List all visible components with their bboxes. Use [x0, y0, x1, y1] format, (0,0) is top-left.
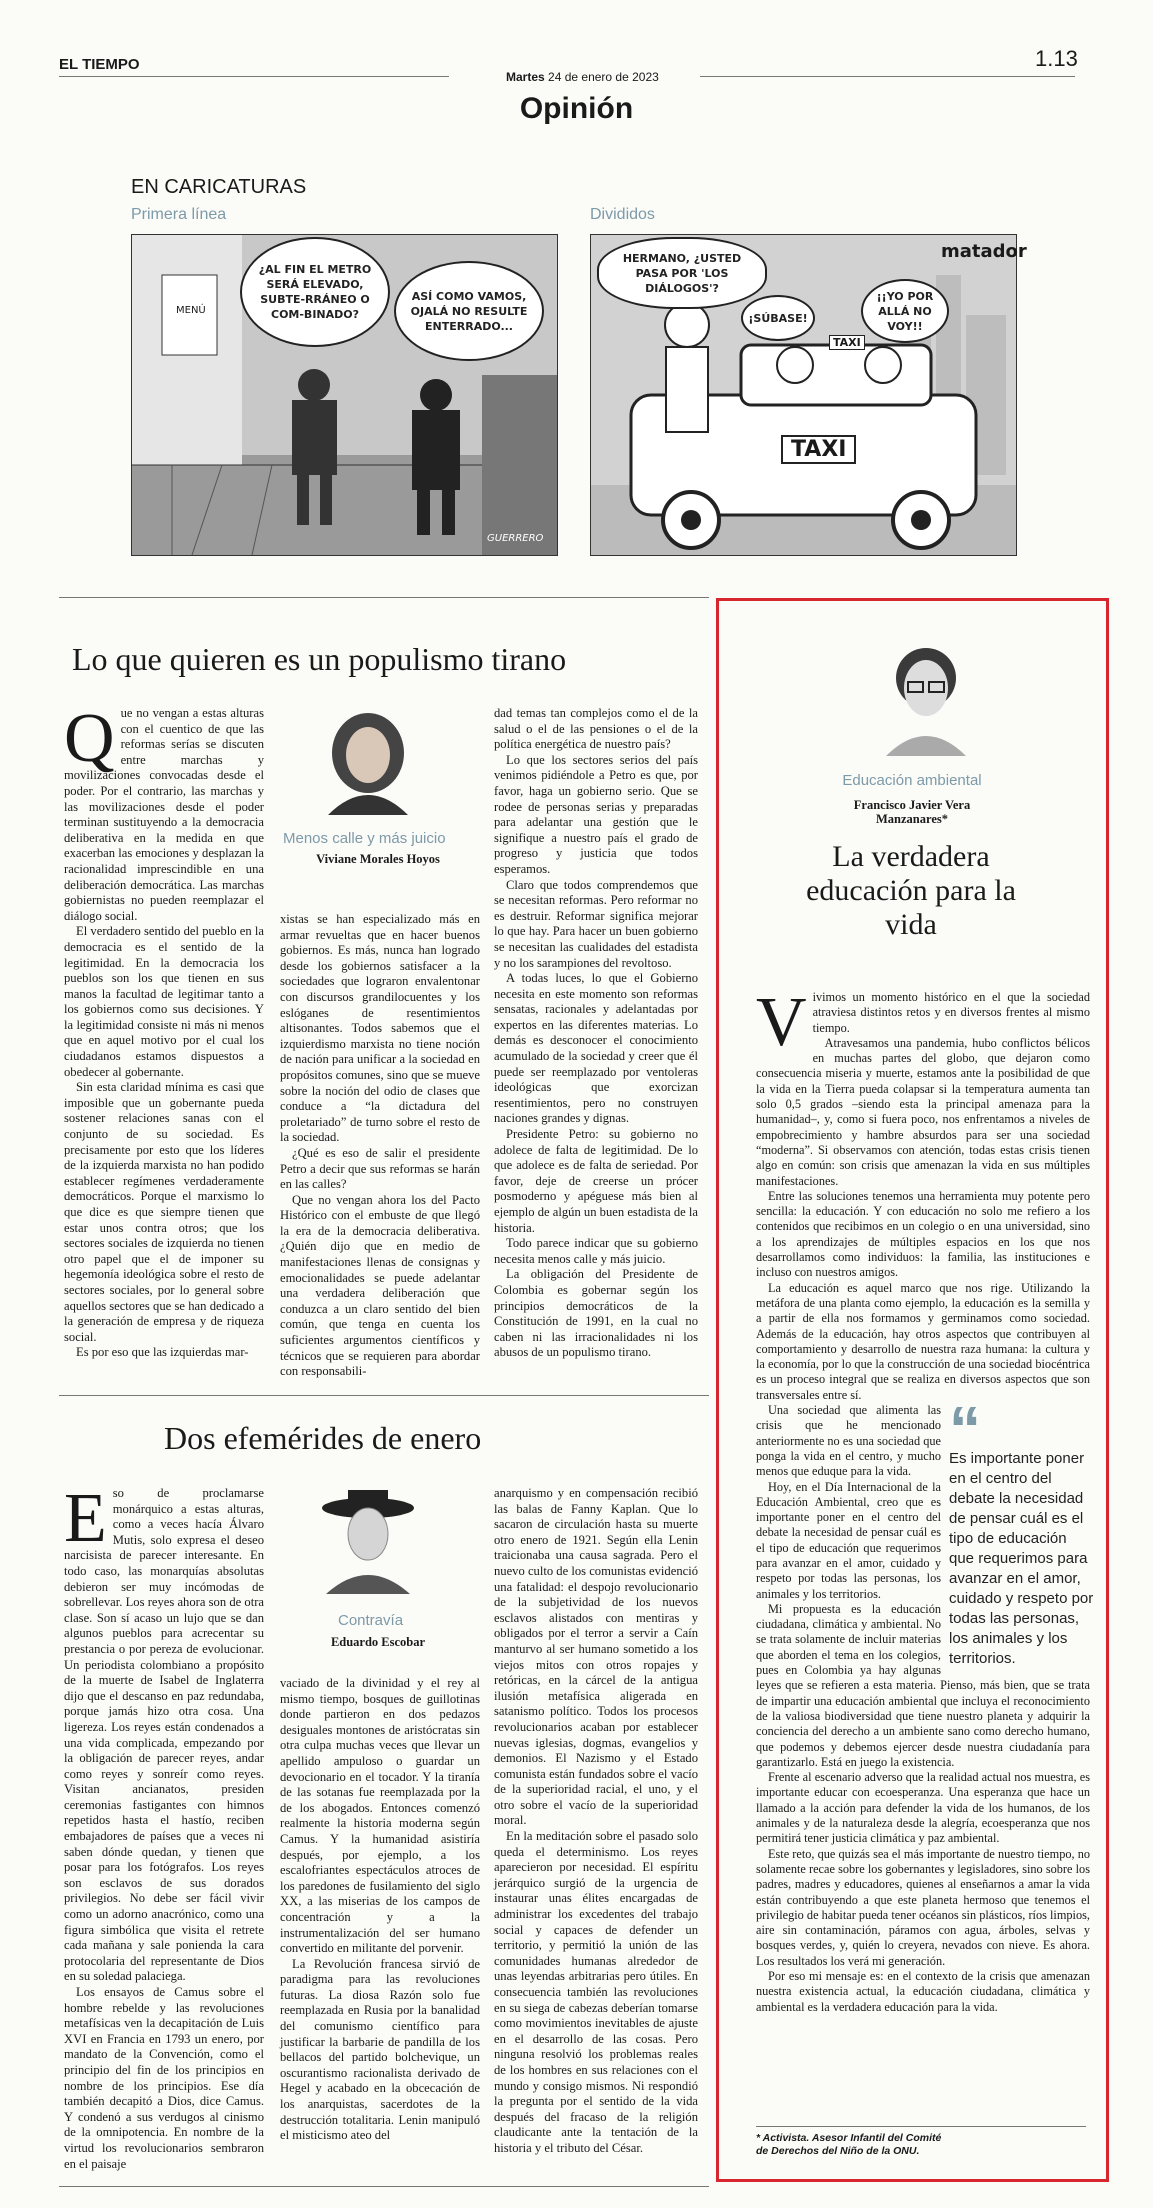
cartoon-left-bubble-1: ¿AL FIN EL METRO SERÁ ELEVADO, SUBTE-RRÁNEO O COM-BINADO? [240, 237, 390, 347]
page-bottom-rule [59, 2186, 709, 2187]
article2-col3 [494, 1486, 698, 2157]
article1-col3-p6: Todo parece indicar que su gobierno necesita menos calle y más juicio. [494, 1236, 698, 1266]
cartoon-left-signature: GUERRERO [487, 533, 544, 544]
article2-headline: Dos efemérides de enero [164, 1420, 482, 1456]
article1-col3-p7: La obligación del Presidente de Colombia es gobernar según los principios democráticos de la Constitución de 1991, en la cual no caben ni las irracionalidades ni los abusos de un populismo tirano. [494, 1267, 698, 1360]
article1-portrait [318, 705, 418, 815]
article2-dropcap: E [64, 1480, 107, 1557]
header-date-day: Martes [506, 70, 545, 84]
article3-dropcap: V [756, 984, 807, 1061]
article3-p2: Atravesamos una pandemia, hubo conflictos bélicos en muchas partes del globo, que dejaron como consecuencia miseria y muerte, estamos ante la posibilidad de que la vida en la Tierra pueda colapsar si la temperatura aumenta tan solo 0,5 grados –siendo esta la principal amenaza para la humanidad–, y, como si fuera poco, nos enfrentamos a niveles de empobrecimiento y hambre absurdos para ser una sociedad “moderna”. Si observamos con atención, todas estas crisis tienen algo en común: son crisis que amenazan la vida en sus múltiples manifestaciones. [756, 1035, 1090, 1188]
article2-col2-p1: vaciado de la divinidad y el rey al mismo tiempo, bosques de guillotinas donde partieron en dos pedazos desiguales montones de aristócratas sin otra culpa muchas veces que llevar un apellido ampuloso o guardar un devocionario en el tocador. Y la tiranía de las sotanas fue reemplazada por la de los abogados. Entonces comenzó realmente la historia moderna según Camus. Y la humanidad asistiría después, por ejemplo, a los escalofriantes espectáculos atroces de los paredones de fusilamiento del siglo XX, a las miserias de los campos de concentración y a la instrumentalización del ser humano convertido en militante del porvenir. [280, 1676, 480, 1956]
cartoon-right-bubble-3: ¡¡YO POR ALLÁ NO VOY!! [861, 279, 949, 343]
article3-footnote-rule [756, 2126, 1086, 2127]
article1-col2 [280, 912, 480, 1380]
article1-column-name: Menos calle y más juicio [283, 830, 446, 847]
article3-quote-mark: “ [949, 1393, 981, 1466]
article1-col1-p4: Es por eso que las izquierdas mar- [76, 1345, 249, 1360]
article1-col2-p2: ¿Qué es eso de salir el presidente Petro a decir que sus reformas se harán en las calles? [280, 1145, 480, 1192]
page-number: 1.13 [1035, 46, 1078, 71]
article1-col3-p1: dad temas tan complejos como el de la salud o el de las pensiones o el de la política energética de nuestro país? [494, 706, 698, 752]
article2-col3-p2: En la meditación sobre el pasado solo queda el determinismo. Los reyes aparecieron por necesidad. El espíritu jerárquico surgió de la urgencia de instaurar unas élites encargadas de administrar los excedentes del trabajo social y capaces de defender un territorio, y permitió la unión de las comunidades humanas alrededor de unas leyendas arbitrarias pero útiles. En consecuencia también las revoluciones en su siega de cabezas deberían tomarse como movimientos inevitables de ajuste en el desarrollo de las cosas. Pero ninguna resolvió los problemas reales de los hombres en sus relaciones con el mundo y consigo mismos. Ni respondió la pregunta por el sentido de la vida después del fracaso de la religión claudicante ante la tentación de la historia y el tributo del César. [494, 1829, 698, 2155]
article1-bottom-rule [59, 1395, 709, 1396]
article3-p6: Hoy, en el Día Internacional de la Educación Ambiental, creo que es importante poner en el centro del debate la necesidad de pensar cuál es el tipo de educación que requerimos para avanzar en el amor, cuidado y respeto por todas las personas, los animales y los territorios. [756, 1479, 941, 1601]
article2-col2-p2: La Revolución francesa sirvió de paradigma para las revoluciones futuras. La diosa Razón solo fue reemplazada en Rusia por la banalidad del comunismo científico para justificar la barbarie de pandilla de los bellacos del partido bolchevique, un oscurantismo racionalista derivado de Hegel y acabado en la obcecación de los anarquistas, sacerdotes de la destrucción totalitaria. Lenin manipuló el misticismo ateo del [280, 1956, 480, 2143]
article3-author: Francisco Javier Vera Manzanares* [853, 798, 971, 826]
article3-pullquote [949, 1393, 1094, 1669]
cartoons-bottom-rule [59, 597, 709, 598]
article1-col3-p3: Claro que todos comprendemos que se necesitan reformas. Pero reformar no es destruir. Reformar significa mejorar lo que hay. Para hacer un buen gobierno se necesitan las cualidades del estadista y no los sarampiones del revoltoso. [494, 877, 698, 970]
article3-p7: Mi propuesta es la educación ciudadana, climática y ambiental. No se trata solamente de incluir materias que aborden el tema en los colegios, pues en Colombia ya hay algunas leyes que se refieren a esta materia. Pienso, más bien, que se trata de impartir una educación ambiental que incluya el reconocimiento de la valiosa biodiversidad que tiene nuestro planeta y adquirir la conciencia del derecho a un ambiente sano como derecho humano, que podemos y debemos ejercer desde nuestra ciudadanía para garantizarlo. Está en juego la existencia. [756, 1601, 1090, 1769]
article2-col1-p2: Los ensayos de Camus sobre el hombre rebelde y las revoluciones metafísicas ven la decapitación de Luis XVI en Francia en 1793 un enero, por mandato de la Convención, como el principio del fin de los principios en nombre de los principios. Ese día también decapitó a Dios, dice Camus. Y condenó a sus verdugos al cinismo de la omnipotencia. En nombre de la virtud los revolucionarios sembraron en el paisaje [64, 1985, 264, 2171]
article2-column-name: Contravía [338, 1612, 404, 1629]
article1-col3-p2: Lo que los sectores serios del país venimos pidiéndole a Petro es que, por favor, haga un gobierno serio. Que se rodee de personas serias y preparadas para adelantar una gestión que le signifique a nuestro país el grado de progreso y justicia que todos esperamos. [494, 752, 698, 876]
article1-col1-p2: El verdadero sentido del pueblo en la democracia es el sentido de la legitimidad. En la democracia los pueblos son los que tienen en sus manos la facultad de legitimar tanto a los gobiernos como sus decisiones. Y la legitimidad consiste ni más ni menos que en aquel motivo por el cual los ciudadanos estamos dispuestos a obedecer al gobernante. [64, 924, 264, 1079]
article3-footnote: * Activista. Asesor Infantil del Comité de Derechos del Niño de la ONU. [756, 2132, 942, 2157]
article3-p4-text: La educación es aquel marco que nos rige. Utilizando la metáfora de una planta como ejemplo, la educación es la semilla y a partir de ella nos formamos y germinamos como sociedad. Además de la educación, hay otros aspectos que contribuyen al comportamiento y desarrollo de nuestra raza humana: la cultura y la economía, por lo que la construcción de una sociedad biocéntrica es un proceso integral que se realiza en diversos aspectos que son transversales entre sí. [756, 1280, 1090, 1402]
cartoon-primera-linea [131, 234, 558, 556]
article3-p8: Frente al escenario adverso que la realidad actual nos muestra, es importante educar con ecoesperanza. Una esperanza que hace un llamado a la acción para defender la vida de los humanos, de los animales y de la naturaleza desde la alegría, ecoesperanza que nos permitirá tener justicia climática y paz ambiental. [756, 1770, 1090, 1846]
article1-author: Viviane Morales Hoyos [316, 852, 440, 866]
section-title: Opinión [519, 92, 634, 125]
cartoon-right-bubble-2: ¡SÚBASE! [741, 295, 815, 341]
cartoon-right-taxi-sign: TAXI [829, 335, 865, 350]
article3-p4 [756, 1281, 1090, 1403]
article1-col3 [494, 706, 698, 1361]
article1-dropcap: Q [64, 700, 115, 777]
cartoon-left-bubble-2: ASÍ COMO VAMOS, OJALÁ NO RESULTE ENTERRADO... [394, 261, 544, 361]
caricaturas-title: EN CARICATURAS [131, 176, 307, 198]
article1-col1 [64, 700, 264, 1361]
article1-col1-p1: ue no vengan a estas alturas con el cuentico de que las reformas serías se discuten entre marchas y movilizaciones convocadas desde el poder. Por el contrario, las marchas y las movilizaciones desde el poder terminan sustituyendo a la democracia deliberativa en la medida en que exacerban las emociones y desplazan la racionalidad imprescindible en una deliberación democrática. Las marchas gobiernistas no pueden reemplazar el diálogo social. [64, 706, 264, 923]
article1-col1-p3: Sin esta claridad mínima es casi que imposible que un gobernante pueda sostener relaciones sanas con el conjunto de su sociedad. Es precisamente por esto que los líderes de la izquierda marxista no han podido establecer regímenes verdaderamente democráticos. Porque el marxismo lo que dice es que siempre tienen que estar unos contra otros; que los sectores sociales de izquierda no tienen otro papel que el de imponer su hegemonía ideológica sobre el resto de sectores sociales, por lo general sobre aquellos sectores que se han dedicado a la generación de empresa y de riqueza social. [64, 1080, 264, 1344]
article3-body [756, 984, 1094, 2015]
article2-col1-p1: so de proclamarse monárquico a estas alturas, como a veces hacía Álvaro Mutis, solo expresa el deseo narcisista de parecer interesante. En todo caso, las monarquías absolutas debieron ser muy incómodas de sobrellevar. Los reyes ahora son de otra clase. Son sí acaso un lujo que se dan algunos pueblos para acrecentar su prestancia o por pereza de evolucionar. Un periodista colombiano a propósito de la muerte de Isabel de Inglaterra dijo que el descanso en paz redundaba, porque jamás hizo otra cosa. Una ligereza. Los reyes están condenados a una vida complicada, empezando por la obligación de parecer reyes, andar como reyes y sonreír como reyes. Visitan ancianatos, presiden ceremonias fastigantes con himnos repetidos hasta el hastío, reciben embajadores de países que a veces ni saben dónde quedan, y tienen que posar para los fotógrafos. Los reyes son esclavos de sus dorados privilegios. No debe ser fácil vivir como un adorno anacrónico, como una figura simbólica que visita el retrete cada mañana y sale ponienda la cara protocolaria del representante de Dios en su soledad palaciega. [64, 1486, 264, 1984]
article1-col3-p5: Presidente Petro: su gobierno no adolece de falta de legitimidad. De lo que adolece es de falta de seriedad. Por favor, deje de creerse un prócer posmoderno y apéguese más bien al ejemplo de algún un buen estadista de la historia. [494, 1127, 698, 1235]
article1-col3-p4: A todas luces, lo que el Gobierno necesita en este momento son reformas sensatas, racionales y adelantadas por expertos en las diferentes materias. Lo demás es desconocer el conocimiento acumulado de la sociedad y creer que él puede ser reemplazado por ventoleras ideológicas que exorcizan resentimientos, pero no construyen naciones grandes y dignas. [494, 971, 698, 1126]
article2-author: Eduardo Escobar [330, 1635, 426, 1649]
article1-col2-p1: xistas se han especializado más en armar revueltas que en hacer buenos gobiernos. Es más, nunca han logrado desde los gobiernos satisfacer a la sociedades que lograron envalentonar con discursos grandilocuentes y los eslóganes de resentimientos altisonantes. Todos sabemos que el izquierdismo marxista no tiene noción de nación para unificar a la sociedad en propósitos comunes, sino que se mueve sobre la noción del odio de clases que conduce a “la dictadura del proletariado” de turno sobre el resto de la sociedad. [280, 912, 480, 1145]
cartoon-right-brand: matador [941, 241, 1027, 262]
cartoon-right-bubble-1: HERMANO, ¿USTED PASA POR 'LOS DIÁLOGOS'? [597, 237, 767, 309]
article3-p3: Entre las soluciones tenemos una herramienta muy potente pero sencilla: la educación. Y con educación no solo me refiero a los contenidos que recibimos en un colegio o en una universidad, sino a los aprendizajes de múltiples espacios en los que nos desarrollamos como individuos: la familia, las instituciones e incluso con nuestros amigos. [756, 1188, 1090, 1280]
caricatura-left-label: Primera línea [131, 206, 227, 223]
cartoon-divididos [590, 234, 1027, 556]
article3-portrait [876, 636, 976, 756]
caricatura-right-label: Divididos [590, 206, 655, 223]
header-rule-left [59, 76, 449, 77]
paper-name: EL TIEMPO [59, 56, 140, 73]
article3-headline: La verdadera educación para la vida [806, 840, 1016, 941]
cartoon-right-taxi-side: TAXI [781, 435, 856, 464]
article3-p9: Este reto, que quizás sea el más importante de nuestro tiempo, no solamente recae sobre los gobernantes y legisladores, sino sobre los padres, madres y educadores, quienes al enseñarnos a amar la vida están contribuyendo a que este planeta hermoso que tenemos el privilegio de habitar pueda tener océanos sin plásticos, ríos limpios, aire sin contaminación, páramos con agua, árboles, selvas y bosques verdes, y, quién lo creyera, nevados con nieve. Es ahora. Los resultados los verá mi generación. [756, 1846, 1090, 1968]
article3-p1: ivimos un momento histórico en el que la sociedad atraviesa distintos retos y en diversos frentes al mismo tiempo. [812, 990, 1090, 1035]
article3-column-name: Educación ambiental [842, 772, 982, 789]
article2-col2 [280, 1676, 480, 2144]
article3-quote-text: Es importante poner en el centro del debate la necesidad de pensar cuál es el tipo de educación que requerimos para avanzar en el amor, cuidado y respeto por todas las personas, los animales y los territorios. [949, 1450, 1094, 1668]
header-date-rest: 24 de enero de 2023 [548, 70, 659, 84]
article1-col2-p3: Que no vengan ahora los del Pacto Histórico con el embuste de que llegó la era de la democracia deliberativa. ¿Quién dijo que en medio de manifestaciones llenas de consignas y emocionalidades se puede adelantar una verdadera deliberación que conduzca a un claro sentido del bien común, que tenga en cuenta los suficientes argumentos científicos y técnicos que se requieren para abordar con responsabili- [280, 1192, 480, 1379]
header-date [506, 70, 659, 84]
article2-col1 [64, 1480, 264, 2172]
cartoon-left-sign: MENÚ [176, 305, 206, 316]
article2-col3-p1: anarquismo y en compensación recibió las balas de Fanny Kaplan. Que lo sacaron de circulación hasta su muerte otro enero de 1921. Según ella Lenin traicionaba una causa sagrada. Pero el nuevo culto de los comunistas evidenció una fatalidad: el despojo revolucionario de la subjetividad de los nuevos esclavos alistados con mentiras y obligados por el terror a servir a Caín manturvo al ser humano sometido a los viejos mitos con otros ropajes y retóricas, en la cárcel de la antigua ilusión metafísica aligerada en satanismo político. Todos los procesos revolucionarios acaban por establecer nuevas iglesias, dogmas, evangelios y demonios. El Nazismo y el Estado comunista están fundados sobre el vacío de la superioridad racial, el uno, y el otro sobre el vacío de la superioridad moral. [494, 1486, 698, 1828]
header-rule-right [700, 76, 1075, 77]
article2-portrait [318, 1484, 418, 1594]
article3-p5: Una sociedad que alimenta las crisis que he mencionado anteriormente no es una sociedad que ponga la vida en el centro, y mucho menos que eduque para la vida. [756, 1403, 941, 1479]
article1-headline: Lo que quieren es un populismo tirano [72, 641, 567, 677]
article3-p10: Por eso mi mensaje es: en el contexto de la crisis que amenazan nuestra existencia actual, la educación ciudadana, climática y ambiental es la verdadera educación para la vida. [756, 1969, 1090, 2014]
